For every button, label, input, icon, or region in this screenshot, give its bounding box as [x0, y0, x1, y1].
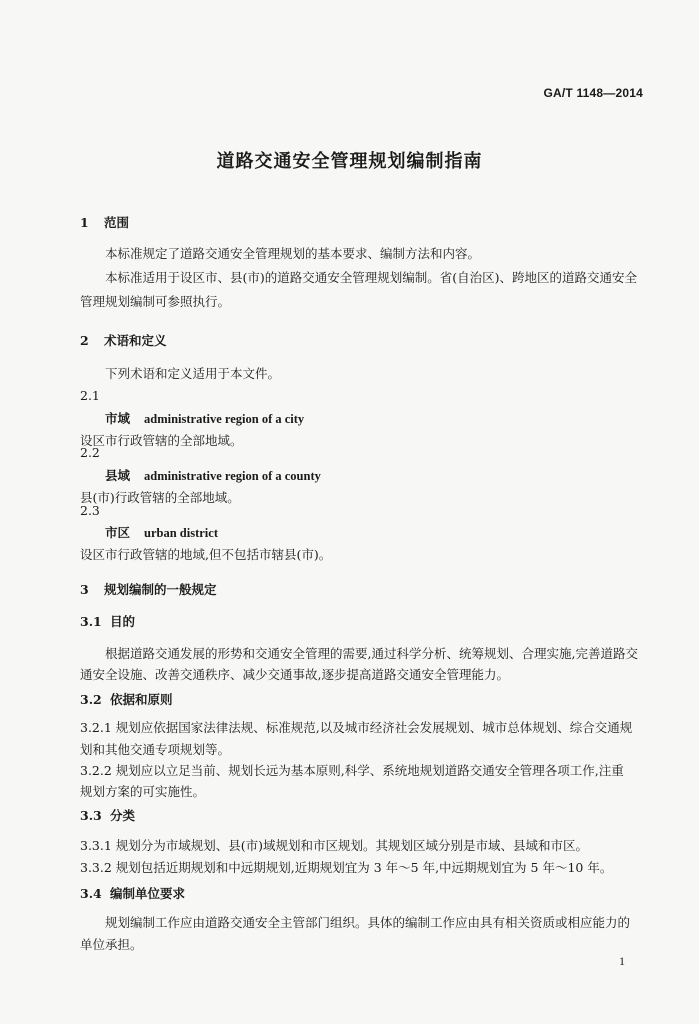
term-1-title: 市域 administrative region of a city [105, 411, 305, 426]
section-3-2-2-line-1: 3.2.2 规划应以立足当前、规划长远为基本原则,科学、系统地规划道路交通安全管理各项工作,注重 [80, 763, 624, 778]
section-1-paragraph-1: 本标准规定了道路交通安全管理规划的基本要求、编制方法和内容。 [105, 246, 481, 261]
section-3-4-line-1: 规划编制工作应由道路交通安全主管部门组织。具体的编制工作应由具有相关资质或相应能力的 [105, 915, 631, 930]
standard-number: GA/T 1148—2014 [543, 86, 643, 100]
section-1-heading: 1 范围 [80, 215, 130, 230]
term-2-number: 2.2 [80, 445, 100, 460]
section-1-paragraph-2-line-1: 本标准适用于设区市、县(市)的道路交通安全管理规划编制。省(自治区)、跨地区的道路交通安全 [105, 270, 638, 285]
section-1-paragraph-2-line-2: 管理规划编制可参照执行。 [80, 294, 231, 309]
section-3-3-1: 3.3.1 规划分为市域规划、县(市)域规划和市区规划。其规划区域分别是市域、县域和市区。 [80, 838, 589, 853]
section-3-3-heading: 3.3 分类 [80, 808, 136, 823]
section-3-1-line-1: 根据道路交通发展的形势和交通安全管理的需要,通过科学分析、统筹规划、合理实施,完善道路交 [105, 646, 638, 661]
section-3-1-heading: 3.1 目的 [80, 614, 136, 629]
section-3-3-2: 3.3.2 规划包括近期规划和中远期规划,近期规划宜为 3 年～5 年,中远期规划宜为 5 年～10 年。 [80, 860, 613, 875]
term-3-number: 2.3 [80, 503, 100, 518]
term-3-definition: 设区市行政管辖的地域,但不包括市辖县(市)。 [80, 547, 332, 562]
section-2-heading: 2 术语和定义 [80, 333, 167, 348]
section-3-4-heading: 3.4 编制单位要求 [80, 886, 186, 901]
section-3-4-line-2: 单位承担。 [80, 937, 143, 952]
term-3-title: 市区 urban district [105, 525, 218, 540]
page-number: 1 [619, 954, 625, 968]
term-1-definition: 设区市行政管辖的全部地域。 [80, 433, 243, 448]
section-3-2-1-line-1: 3.2.1 规划应依据国家法律法规、标准规范,以及城市经济社会发展规划、城市总体规划、综合交通规 [80, 720, 633, 735]
section-3-heading: 3 规划编制的一般规定 [80, 582, 217, 597]
document-title: 道路交通安全管理规划编制指南 [216, 151, 483, 172]
term-2-definition: 县(市)行政管辖的全部地域。 [80, 490, 240, 505]
section-3-2-heading: 3.2 依据和原则 [80, 692, 173, 707]
term-1-number: 2.1 [80, 388, 100, 403]
section-3-1-line-2: 通安全设施、改善交通秩序、减少交通事故,逐步提高道路交通安全管理能力。 [80, 667, 509, 682]
section-3-2-2-line-2: 规划方案的可实施性。 [80, 784, 206, 799]
section-3-2-1-line-2: 划和其他交通专项规划等。 [80, 742, 231, 757]
term-2-title: 县域 administrative region of a county [105, 468, 321, 483]
section-2-intro: 下列术语和定义适用于本文件。 [105, 366, 281, 381]
